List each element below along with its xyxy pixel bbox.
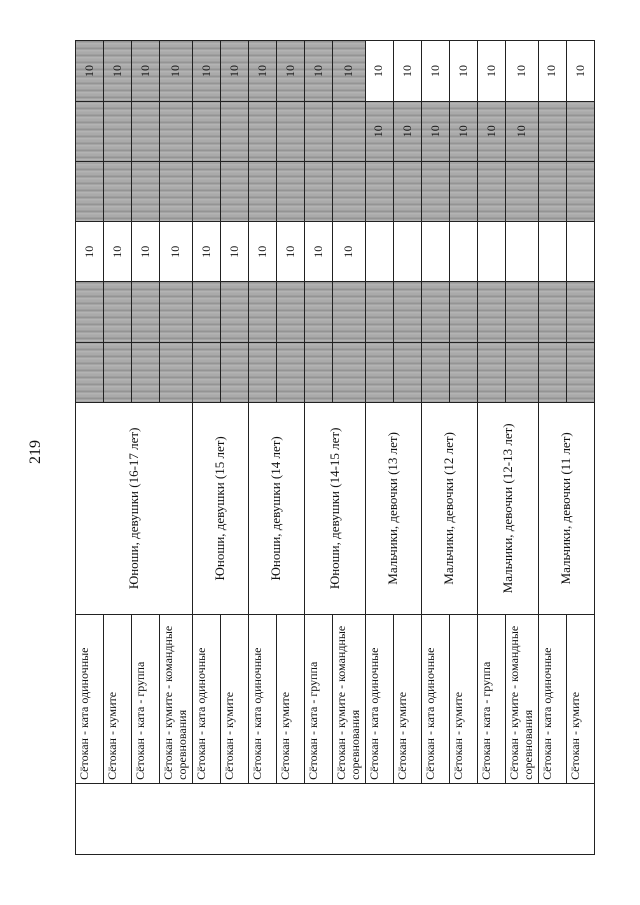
value-cell: 10 — [538, 41, 566, 102]
discipline-cell: Сётокан - ката одиночные — [365, 615, 393, 784]
value-cell: 10 — [450, 101, 478, 161]
table-row — [538, 41, 566, 855]
value-cell — [566, 342, 594, 402]
value-cell — [450, 282, 478, 343]
value-cell: 10 — [478, 41, 506, 102]
discipline-cell: Сётокан - ката одиночные — [76, 615, 104, 784]
value-cell: 10 — [220, 222, 248, 282]
value-cell — [160, 161, 192, 222]
discipline-cell: Сётокан - кумите - командные соревнования — [506, 615, 538, 784]
value-cell — [248, 342, 276, 402]
value-cell — [160, 101, 192, 161]
table-row — [192, 41, 220, 855]
discipline-cell: Сётокан - кумите — [566, 615, 594, 784]
value-cell — [277, 342, 305, 402]
value-cell: 10 — [333, 222, 365, 282]
value-cell — [220, 342, 248, 402]
discipline-cell: Сётокан - ката - группа — [305, 615, 333, 784]
value-cell — [192, 161, 220, 222]
discipline-cell: Сётокан - ката - группа — [132, 615, 160, 784]
age-group-cell: Мальчики, девочки (12-13 лет) — [478, 402, 538, 614]
value-cell — [566, 161, 594, 222]
disciplines-table — [75, 40, 595, 855]
value-cell — [421, 222, 449, 282]
value-cell: 10 — [160, 41, 192, 102]
value-cell: 10 — [506, 101, 538, 161]
value-cell: 10 — [365, 101, 393, 161]
value-cell — [365, 161, 393, 222]
value-cell: 10 — [76, 41, 104, 102]
value-cell: 10 — [277, 41, 305, 102]
value-cell — [76, 161, 104, 222]
value-cell — [192, 101, 220, 161]
value-cell — [220, 161, 248, 222]
value-cell — [333, 342, 365, 402]
value-cell — [365, 342, 393, 402]
value-cell: 10 — [160, 222, 192, 282]
discipline-cell: Сётокан - ката - группа — [478, 615, 506, 784]
value-cell — [566, 282, 594, 343]
value-cell — [506, 222, 538, 282]
value-cell: 10 — [305, 222, 333, 282]
value-cell: 10 — [393, 101, 421, 161]
value-cell: 10 — [76, 222, 104, 282]
value-cell — [76, 282, 104, 343]
value-cell — [333, 101, 365, 161]
table-body — [76, 41, 595, 855]
value-cell — [478, 342, 506, 402]
table-row — [76, 41, 104, 855]
value-cell — [421, 342, 449, 402]
value-cell: 10 — [450, 41, 478, 102]
discipline-cell: Сётокан - ката одиночные — [421, 615, 449, 784]
discipline-cell: Сётокан - кумите — [277, 615, 305, 784]
value-cell: 10 — [132, 41, 160, 102]
discipline-cell: Сётокан - кумите — [220, 615, 248, 784]
value-cell — [506, 282, 538, 343]
value-cell — [421, 161, 449, 222]
value-cell: 10 — [248, 222, 276, 282]
table-row — [365, 41, 393, 855]
table-row — [248, 41, 276, 855]
value-cell — [132, 101, 160, 161]
value-cell — [76, 342, 104, 402]
value-cell: 10 — [506, 41, 538, 102]
value-cell — [478, 282, 506, 343]
value-cell — [132, 342, 160, 402]
age-group-cell: Мальчики, девочки (12 лет) — [421, 402, 477, 614]
value-cell — [393, 282, 421, 343]
value-cell — [506, 342, 538, 402]
value-cell — [104, 342, 132, 402]
value-cell — [365, 282, 393, 343]
value-cell — [305, 282, 333, 343]
discipline-cell: Сётокан - ката одиночные — [192, 615, 220, 784]
value-cell — [160, 342, 192, 402]
table-row — [305, 41, 333, 855]
value-cell — [104, 101, 132, 161]
value-cell — [478, 161, 506, 222]
value-cell: 10 — [566, 41, 594, 102]
value-cell: 10 — [248, 41, 276, 102]
value-cell — [538, 342, 566, 402]
value-cell — [160, 282, 192, 343]
value-cell: 10 — [104, 222, 132, 282]
age-group-cell: Мальчики, девочки (13 лет) — [365, 402, 421, 614]
value-cell — [333, 282, 365, 343]
value-cell — [305, 161, 333, 222]
value-cell — [248, 282, 276, 343]
value-cell — [104, 161, 132, 222]
value-cell — [566, 222, 594, 282]
value-cell — [538, 222, 566, 282]
discipline-cell: Сётокан - кумите — [393, 615, 421, 784]
value-cell — [365, 222, 393, 282]
age-group-cell: Юноши, девушки (14 лет) — [248, 402, 304, 614]
rotated-table-container — [75, 40, 595, 855]
value-cell — [393, 161, 421, 222]
value-cell — [305, 342, 333, 402]
value-cell — [450, 342, 478, 402]
value-cell — [538, 161, 566, 222]
value-cell — [220, 101, 248, 161]
page-number: 219 — [27, 440, 44, 464]
value-cell — [333, 161, 365, 222]
value-cell — [192, 282, 220, 343]
value-cell — [393, 222, 421, 282]
discipline-cell: Сётокан - ката одиночные — [248, 615, 276, 784]
discipline-cell: Сётокан - ката одиночные — [538, 615, 566, 784]
value-cell — [132, 282, 160, 343]
value-cell — [192, 342, 220, 402]
discipline-cell: Сётокан - кумите - командные соревнования — [160, 615, 192, 784]
value-cell — [104, 282, 132, 343]
value-cell — [277, 282, 305, 343]
value-cell: 10 — [220, 41, 248, 102]
discipline-cell: Сётокан - кумите — [104, 615, 132, 784]
value-cell — [450, 222, 478, 282]
value-cell: 10 — [393, 41, 421, 102]
discipline-cell: Сётокан - кумите — [450, 615, 478, 784]
age-group-cell: Мальчики, девочки (11 лет) — [538, 402, 594, 614]
value-cell — [450, 161, 478, 222]
value-cell — [478, 222, 506, 282]
value-cell: 10 — [305, 41, 333, 102]
table-row — [478, 41, 506, 855]
value-cell — [538, 282, 566, 343]
value-cell — [248, 161, 276, 222]
value-cell — [506, 161, 538, 222]
value-cell: 10 — [365, 41, 393, 102]
age-group-cell: Юноши, девушки (15 лет) — [192, 402, 248, 614]
value-cell: 10 — [421, 41, 449, 102]
value-cell — [220, 282, 248, 343]
value-cell — [277, 101, 305, 161]
value-cell: 10 — [132, 222, 160, 282]
empty-first-column — [76, 783, 595, 854]
value-cell — [277, 161, 305, 222]
value-cell — [421, 282, 449, 343]
value-cell: 10 — [277, 222, 305, 282]
value-cell — [538, 101, 566, 161]
value-cell: 10 — [192, 41, 220, 102]
value-cell: 10 — [421, 101, 449, 161]
age-group-cell: Юноши, девушки (14-15 лет) — [305, 402, 365, 614]
table-row — [421, 41, 449, 855]
value-cell — [248, 101, 276, 161]
value-cell: 10 — [192, 222, 220, 282]
value-cell: 10 — [478, 101, 506, 161]
value-cell — [393, 342, 421, 402]
discipline-cell: Сётокан - кумите - командные соревнования — [333, 615, 365, 784]
value-cell: 10 — [104, 41, 132, 102]
value-cell — [132, 161, 160, 222]
value-cell: 10 — [333, 41, 365, 102]
value-cell — [566, 101, 594, 161]
value-cell — [76, 101, 104, 161]
age-group-cell: Юноши, девушки (16-17 лет) — [76, 402, 193, 614]
value-cell — [305, 101, 333, 161]
